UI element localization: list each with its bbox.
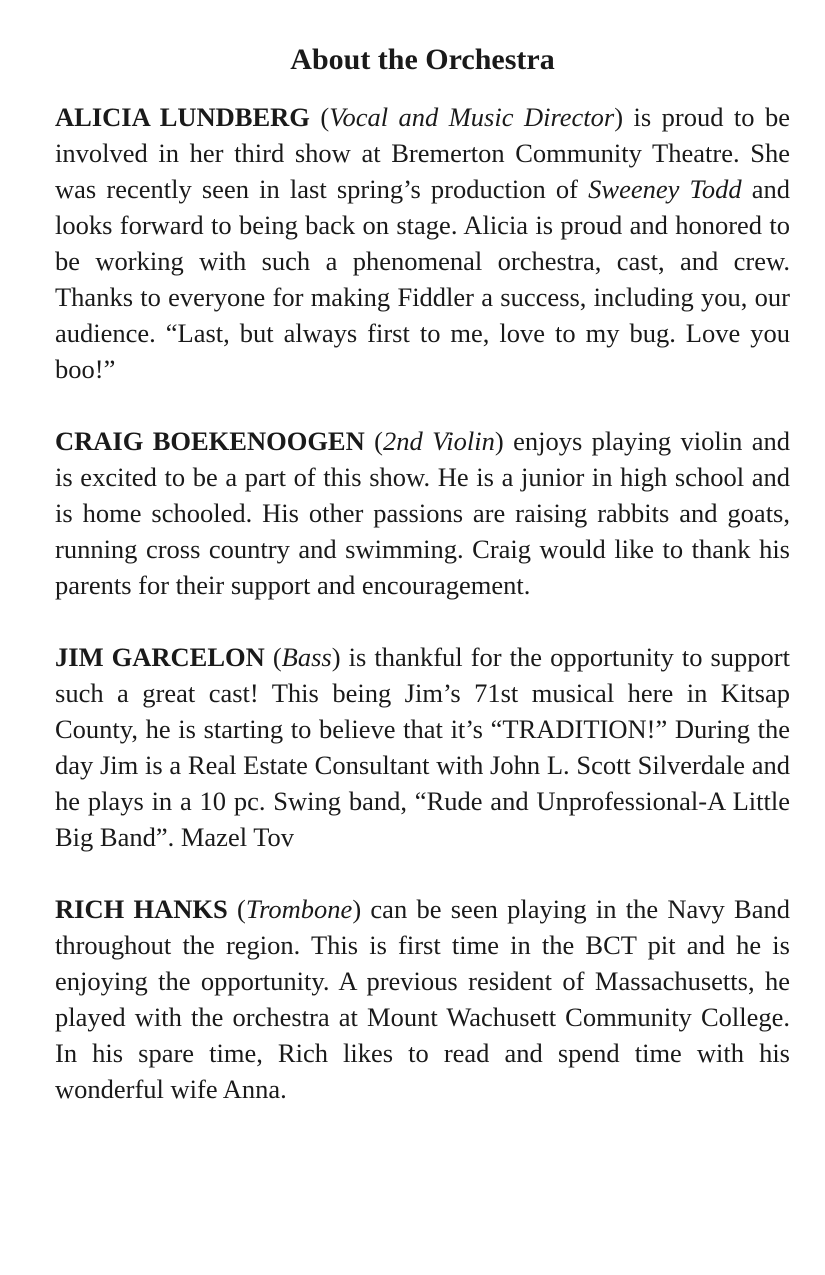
page-title: About the Orchestra xyxy=(290,43,555,76)
bio-text: is proud to be involved in her third show at Bremerton Community Theatre. She was recently seen in last spring’s production of xyxy=(55,102,790,204)
bio-role: Vocal and Music Director xyxy=(329,102,615,132)
bio-name: JIM GARCELON xyxy=(55,642,265,672)
role-close-paren: ) xyxy=(494,426,504,456)
role-open-paren: ( xyxy=(264,642,282,672)
role-open-paren: ( xyxy=(309,102,330,132)
bio-name: ALICIA LUNDBERG xyxy=(55,102,310,132)
role-open-paren: ( xyxy=(227,894,246,924)
bio-text: is thankful for the opportunity to support such a great cast! This being Jim’s 71st musical here in Kitsap County, he is starting to believe that it’s “TRADITION!” During the day Jim is a Real Estate Consultant with John L. Scott Silverdale and he plays in a 10 pc. Swing band, “Rude and Unprofessional-A Little Big Band”. Mazel Tov xyxy=(55,642,790,852)
role-close-paren: ) xyxy=(352,894,362,924)
bio-craig-boekenoogen xyxy=(55,423,790,603)
bio-name: CRAIG BOEKENOOGEN xyxy=(55,426,365,456)
program-page xyxy=(55,40,790,1107)
bio-name: RICH HANKS xyxy=(55,894,228,924)
bio-alicia-lundberg xyxy=(55,99,790,387)
bio-role: Bass xyxy=(281,642,332,672)
bio-rich-hanks xyxy=(55,891,790,1107)
bio-text: and looks forward to being back on stage. Alicia is proud and honored to be working with such a phenomenal orchestra, cast, and crew. Thanks to everyone for making Fiddler a success, including you, our audience. “Last, but always first to me, love to my bug. Love you boo!” xyxy=(55,174,791,384)
bio-text: can be seen playing in the Navy Band throughout the region. This is first time in the BCT pit and he is enjoying the opportunity. A previous resident of Massachusetts, he played with the orchestra at Mount Wachusett Community College. In his spare time, Rich likes to read and spend time with his wonderful wife Anna. xyxy=(55,894,790,1104)
bio-text: enjoys playing violin and is excited to be a part of this show. He is a junior in high school and is home schooled. His other passions are raising rabbits and goats, running cross country and swimming. Craig would like to thank his parents for their support and encouragement. xyxy=(55,426,790,600)
bio-role: 2nd Violin xyxy=(382,426,495,456)
role-close-paren: ) xyxy=(331,642,341,672)
bio-role: Trombone xyxy=(245,894,353,924)
role-close-paren: ) xyxy=(614,102,624,132)
role-open-paren: ( xyxy=(364,426,383,456)
bio-jim-garcelon xyxy=(55,639,790,855)
show-title: Sweeney Todd xyxy=(588,174,742,204)
